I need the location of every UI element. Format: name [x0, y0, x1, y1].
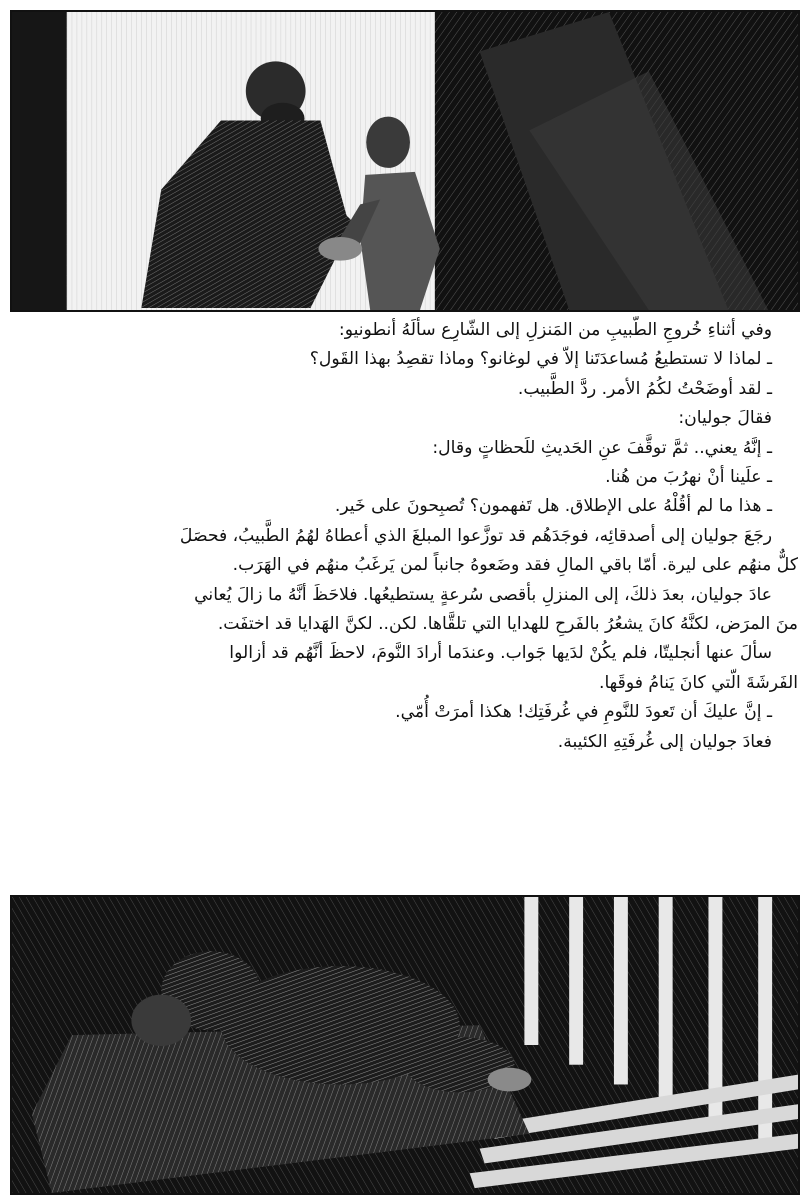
illustration-doctor-and-boy — [10, 10, 800, 312]
story-line: سألَ عنها أنجليتّا، فلم يكُنْ لدَيها جَواب. وعندَما أرادَ النَّومَ، لاحظَ أنَّهُم قد أزالوا — [229, 643, 772, 664]
story-line: كلٌّ منهُم على ليرة. أمّا باقي المالِ فقد وضَعوهُ جانباً لمن يَرغَبُ منهُم في الهَرَب. — [232, 555, 798, 576]
story-line: فقالَ جوليان: — [678, 408, 772, 429]
story-line: عادَ جوليان، بعدَ ذلكَ، إلى المنزلِ بأقصى سُرعةٍ يستطيعُها. فلاحَظَ أنَّهُ ما زالَ يُعاني — [194, 584, 772, 605]
story-line: ـ إنَّهُ يعني.. ثمَّ توقَّفَ عنِ الحَديثِ للَحظاتٍ وقال: — [432, 437, 772, 458]
story-line: منَ المرَض، لكنَّهُ كانَ يشعُرُ بالفَرحِ للهدايا التي تلقَّاها. لكن.. لكنَّ الهَدايا قد اختفَت. — [217, 614, 798, 635]
story-line: ـ علَينا أنْ نهرُبَ من هُنا. — [605, 467, 772, 488]
story-line: ـ لماذا لا تستطيعُ مُساعدَتَنا إلاّ في لوغانو؟ وماذا تقصِدُ بهذا القَول؟ — [309, 349, 772, 370]
story-line: ـ إنَّ عليكَ أن تَعودَ للنَّومِ في غُرفَتِك! هكذا أمرَتْ أُمّي. — [395, 702, 772, 723]
story-line: رجَعَ جوليان إلى أصدقائِه، فوجَدَهُم قد توزَّعوا المبلغَ الذي أعطاهُ لهُمُ الطَّبيبُ، فحصَلَ — [179, 525, 772, 546]
woodcut-scene-bedroom — [12, 897, 798, 1193]
story-line: فعادَ جوليان إلى غُرفَتِهِ الكئيبة. — [557, 731, 772, 752]
story-line: وفي أثناءِ خُروجِ الطَّبيبِ من المَنزلِ إلى الشّارِع سألَهُ أنطونيو: — [338, 320, 772, 340]
illustration-boy-sleeping — [10, 895, 800, 1195]
story-line: ـ هذا ما لم أقُلْهُ على الإطلاق. هل تَفهمون؟ تُصبِحونَ على خَير. — [334, 496, 772, 517]
woodcut-scene-doorway — [12, 12, 798, 310]
story-line: الفَرشَةَ الّتي كانَ يَنامُ فوقَها. — [598, 672, 798, 693]
story-line: ـ لقد أوضَحْتُ لكُمُ الأمر. ردَّ الطَّبيب. — [517, 378, 772, 399]
story-text — [14, 316, 798, 891]
